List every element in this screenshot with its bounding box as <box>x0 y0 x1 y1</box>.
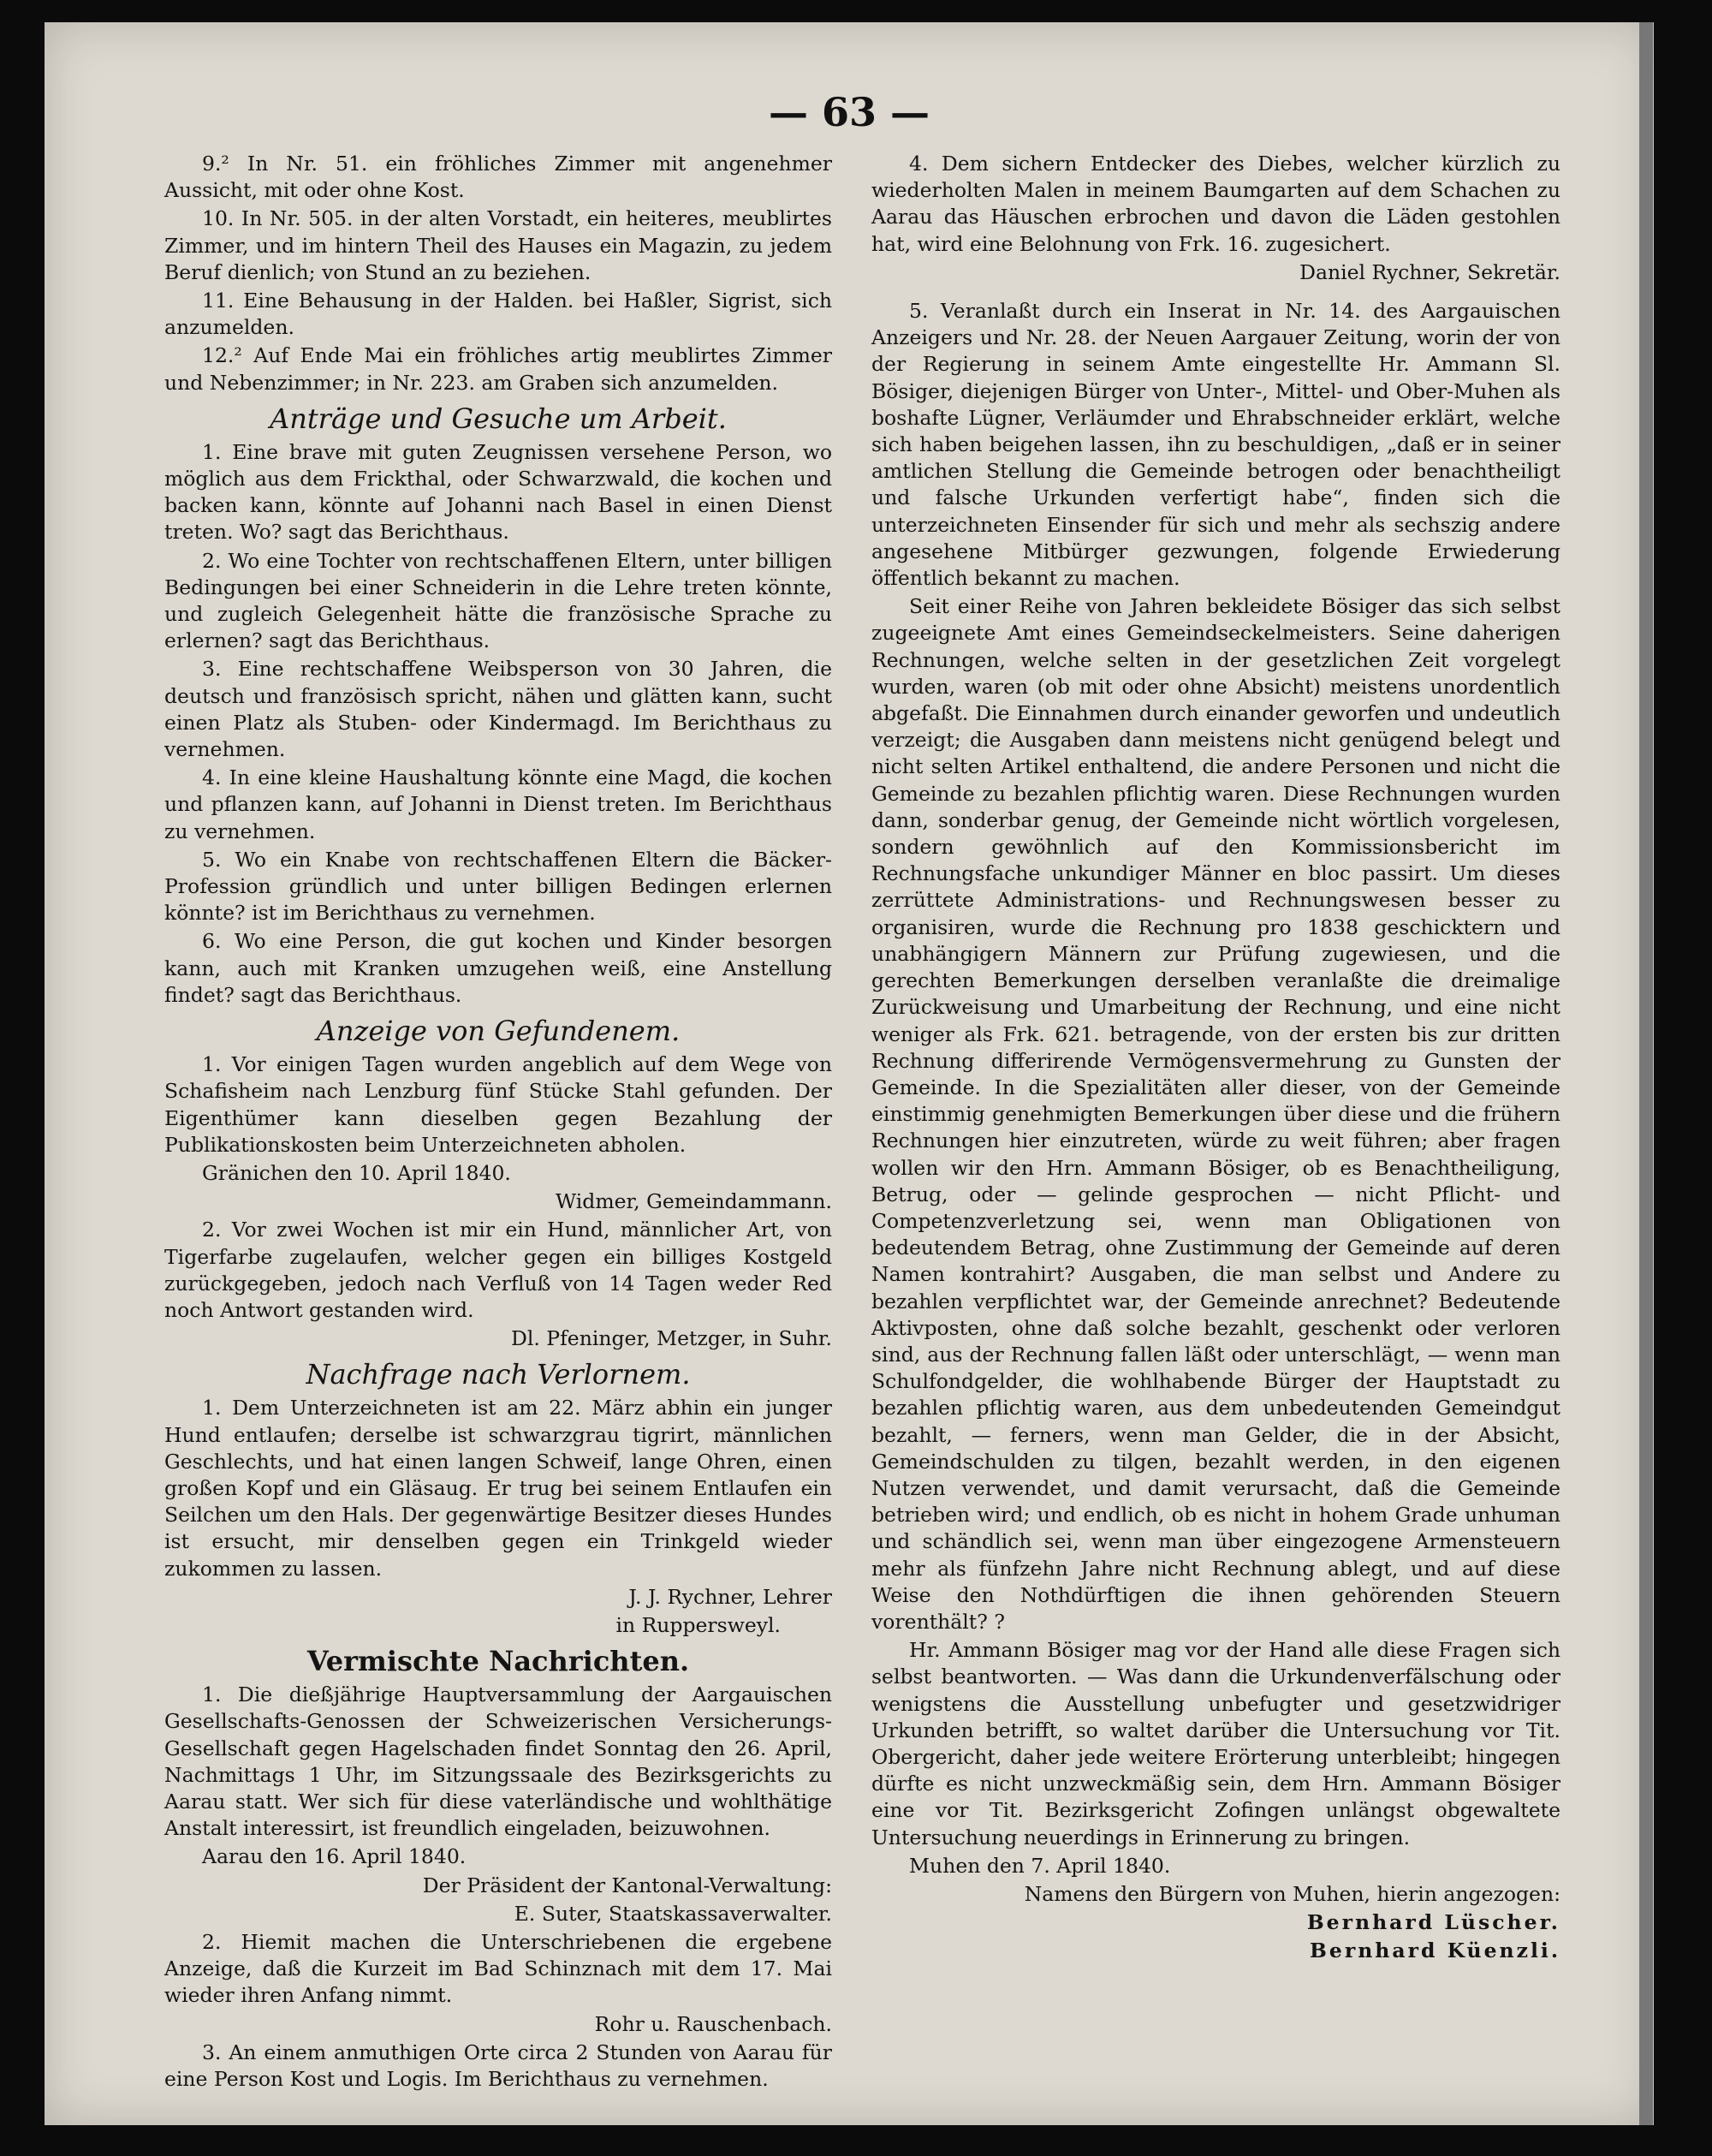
room-ad-11: 11. Eine Behausung in der Halden. bei Haßler, Sigrist, sich anzumelden. <box>164 289 832 340</box>
found-ad-1: 1. Vor einigen Tagen wurden angeblich auf dem Wege von Schafisheim nach Lenzburg fünf Stücke Stahl gefunden. Der Eigenthümer kann dieselben gegen Bezahlung der Publikationskosten beim Unterzeichneten abholen. <box>164 1052 832 1157</box>
misc-ad-4-signature: Daniel Rychner, Sekretär. <box>1299 259 1560 284</box>
work-ad-3: 3. Eine rechtschaffene Weibsperson von 30 Jahren, die deutsch und französisch spricht, nähen und glätten kann, sucht einen Platz als Stuben- oder Kindermagd. Im Berichthaus zu vernehmen. <box>164 657 832 762</box>
misc-ad-5-signature-2: Bernhard Küenzli. <box>1310 1939 1560 1963</box>
newspaper-page <box>45 22 1654 2125</box>
page-number: — 63 — <box>768 89 930 135</box>
lost-ad-1: 1. Dem Unterzeichneten ist am 22. März abhin ein junger Hund entlaufen; derselbe ist schwarzgrau tigrirt, männlichen Geschlechts, und hat einen langen Schweif, lange Ohren, einen großen Kopf und ein Gläsaug. Er trug bei seinem Entlaufen ein Seilchen um den Hals. Der gegenwärtige Besitzer dieses Hundes ist ersucht, mir denselben gegen ein Trinkgeld wieder zukommen zu lassen. <box>164 1396 832 1581</box>
misc-ad-2: 2. Hiemit machen die Unterschriebenen die ergebene Anzeige, daß die Kurzeit im Bad Schinznach mit dem 17. Mai wieder ihren Anfang nimmt. <box>164 1929 832 2008</box>
work-ad-1: 1. Eine brave mit guten Zeugnissen versehene Person, wo möglich aus dem Frickthal, oder Schwarzwald, die kochen und backen kann, könnte auf Johanni nach Basel in einen Dienst treten. Wo? sagt das Berichthaus. <box>164 439 832 545</box>
lost-ad-1-signature: J. J. Rychner, Lehrer <box>628 1584 832 1609</box>
misc-ad-3: 3. An einem anmuthigen Orte circa 2 Stunden von Aarau für eine Person Kost und Logis. Im Berichthaus zu vernehmen. <box>164 2040 832 2091</box>
found-ad-2: 2. Vor zwei Wochen ist mir ein Hund, männlicher Art, von Tigerfarbe zugelaufen, welcher gegen ein billiges Kostgeld zurückgegeben, jedoch nach Verfluß von 14 Tagen weder Red noch Antwort gestanden wird. <box>164 1218 832 1322</box>
misc-ad-5-closing: Hr. Ammann Bösiger mag vor der Hand alle diese Fragen sich selbst beantworten. — Was dann die Urkundenverfälschung oder wenigstens die Ausstellung unbefugter und gesetzwidriger Urkunden betrifft, so waltet darüber die Untersuchung vor Tit. Obergericht, daher jede weitere Erörterung unterbleibt; hingegen dürfte es nicht unzweckmäßig sein, dem Hrn. Ammann Bösiger eine vor Tit. Bezirksgericht Zofingen unlängst obgewaltete Untersuchung neuerdings in Erinnerung zu bringen. <box>871 1638 1560 1849</box>
work-ad-6: 6. Wo eine Person, die gut kochen und Kinder besorgen kann, auch mit Kranken umzugehen weiß, eine Anstellung findet? sagt das Berichthaus. <box>164 929 832 1007</box>
left-column <box>164 151 832 2094</box>
misc-ad-5-date: Muhen den 7. April 1840. <box>909 1853 1171 1878</box>
found-ad-2-signature: Dl. Pfeninger, Metzger, in Suhr. <box>511 1326 832 1351</box>
room-ad-12: 12.² Auf Ende Mai ein fröhliches artig meublirtes Zimmer und Nebenzimmer; in Nr. 223. am Graben sich anzumelden. <box>164 343 832 395</box>
lost-ad-1-signature-place: in Ruppersweyl. <box>615 1612 781 1637</box>
work-ad-4: 4. In eine kleine Haushaltung könnte eine Magd, die kochen und pflanzen kann, auf Johanni in Dienst treten. Im Berichthaus zu vernehmen. <box>164 765 832 843</box>
section-heading-misc: Vermischte Nachrichten. <box>306 1645 690 1678</box>
found-ad-1-signature: Widmer, Gemeindammann. <box>556 1189 832 1214</box>
found-ad-1-date: Gränichen den 10. April 1840. <box>202 1160 511 1185</box>
room-ad-9: 9.² In Nr. 51. ein fröhliches Zimmer mit angenehmer Aussicht, mit oder ohne Kost. <box>164 152 832 203</box>
misc-ad-5-signature-intro: Namens den Bürgern von Muhen, hierin angezogen: <box>1024 1882 1560 1906</box>
misc-ad-5-intro: 5. Veranlaßt durch ein Inserat in Nr. 14. des Aargauischen Anzeigers und Nr. 28. der Neuen Aargauer Zeitung, worin der von der Regierung in seinem Amte eingestellte Hr. Ammann Sl. Bösiger, diejenigen Bürger von Unter-, Mittel- und Ober-Muhen als boshafte Lügner, Verläumder und Ehrabschneider erklärt, welche sich haben beigehen lassen, ihn zu beschuldigen, „daß er in seiner amtlichen Stellung die Gemeinde betrogen oder benachtheiligt und falsche Urkunden verfertigt habe“, finden sich die unterzeichneten Einsender für sich und mehr als sechszig andere angesehene Mitbürger gezwungen, folgende Erwiederung öffentlich bekannt zu machen. <box>871 299 1560 591</box>
misc-ad-5-signature-1: Bernhard Lüscher. <box>1306 1910 1560 1935</box>
right-column <box>871 151 1560 1967</box>
misc-ad-1-signature-name: E. Suter, Staatskassaverwalter. <box>514 1901 832 1926</box>
work-ad-5: 5. Wo ein Knabe von rechtschaffenen Eltern die Bäcker-Profession gründlich und unter billigen Bedingen erlernen könnte? ist im Berichthaus zu vernehmen. <box>164 847 832 926</box>
work-ad-2: 2. Wo eine Tochter von rechtschaffenen Eltern, unter billigen Bedingungen bei einer Schneiderin in die Lehre treten könnte, und zugleich Gelegenheit hätte die französische Sprache zu erlernen? sagt das Berichthaus. <box>164 548 832 653</box>
page-edge <box>1639 22 1653 2125</box>
misc-ad-4: 4. Dem sichern Entdecker des Diebes, welcher kürzlich zu wiederholten Malen in meinem Baumgarten auf dem Schachen zu Aarau das Häuschen erbrochen und davon die Läden gestohlen hat, wird eine Belohnung von Frk. 16. zugesichert. <box>871 152 1560 256</box>
room-ad-10: 10. In Nr. 505. in der alten Vorstadt, ein heiteres, meublirtes Zimmer, und im hintern Theil des Hauses ein Magazin, zu jedem Beruf dienlich; von Stund an zu beziehen. <box>164 206 832 284</box>
misc-ad-5-body: Seit einer Reihe von Jahren bekleidete Bösiger das sich selbst zugeeignete Amt eines Gemeindseckelmeisters. Seine daherigen Rechnungen, welche selten in der gesetzlichen Zeit vorgelegt wurden, waren (ob mit oder ohne Absicht) meistens unordentlich abgefaßt. Die Einnahmen durch einander geworfen und undeutlich verzeigt; die Ausgaben dann meistens nicht genügend belegt und nicht selten Artikel enthaltend, die andere Personen und nicht die Gemeinde zu bezahlen pflichtig waren. Diese Rechnungen wurden dann, sonderbar genug, der Gemeinde nicht wörtlich vorgelesen, sondern gewöhnlich auf den Kommissionsbericht im Rechnungsfache unkundiger Männer en bloc passirt. Um dieses zerrüttete Administrations- und Rechnungswesen besser zu organisiren, wurde die Rechnung pro 1838 geschicktern und unabhängigern Männern zur Prüfung zugewiesen, und die gerechten Bemerkungen derselben veranlaßte die dreimalige Zurückweisung und Umarbeitung der Rechnung, und eine nicht weniger als Frk. 621. betragende, von der ersten bis zur dritten Rechnung differirende Vermögensvermehrung zu Gunsten der Gemeinde. In die Spezialitäten aller dieser, von der Gemeinde einstimmig genehmigten Bemerkungen über diese und die frühern Rechnungen hier einzutreten, würde zu weit führen; aber fragen wollen wir den Hrn. Ammann Bösiger, ob es Benachtheiligung, Betrug, oder — gelinde gesprochen — nicht Pflicht- und Competenzverletzung sei, wenn man Obligationen von bedeutendem Betrag, ohne Zustimmung der Gemeinde auf deren Namen kontrahirt? Ausgaben, die man selbst und Andere zu bezahlen verpflichtet war, der Gemeinde anrechnet? Bedeutende Aktivposten, ohne daß solche bezahlt, geschenkt oder verloren sind, aus der Rechnung fallen läßt oder unterschlägt, — wenn man Schulfondgelder, die wohlhabende Bürger der Hauptstadt zu bezahlen pflichtig waren, aus dem unbedeutenden Gemeindgut bezahlt, — ferners, wenn man Gelder, die in der Absicht, Gemeindschulden zu tilgen, bezahlt werden, in den eigenen Nutzen verwendet, und damit verursacht, daß die Gemeinde betrieben wird; und endlich, ob es nicht in hohem Grade unhuman und schändlich sei, wenn man über eingezogene Armensteuern mehr als fünfzehn Jahre nicht Rechnung ablegt, und auf diese Weise den Nothdürftigen die ihnen gehörenden Steuern vorenthält? ? <box>871 594 1560 1634</box>
misc-ad-1: 1. Die dießjährige Hauptversammlung der Aargauischen Gesellschafts-Genossen der Schweizerischen Versicherungs-Gesellschaft gegen Hagelschaden findet Sonntag den 26. April, Nachmittags 1 Uhr, im Sitzungssaale des Bezirksgerichts zu Aarau statt. Wer sich für diese vaterländische und wohlthätige Anstalt interessirt, ist freundlich eingeladen, beizuwohnen. <box>164 1683 832 1841</box>
section-heading-lost: Nachfrage nach Verlornem. <box>306 1358 691 1391</box>
misc-ad-2-signature: Rohr u. Rauschenbach. <box>594 2011 832 2036</box>
misc-ad-1-signature: Der Präsident der Kantonal-Verwaltung: <box>422 1873 832 1897</box>
section-heading-found: Anzeige von Gefundenem. <box>316 1015 681 1048</box>
misc-ad-1-date: Aarau den 16. April 1840. <box>202 1844 467 1869</box>
section-heading-work: Anträge und Gesuche um Arbeit. <box>270 402 727 435</box>
